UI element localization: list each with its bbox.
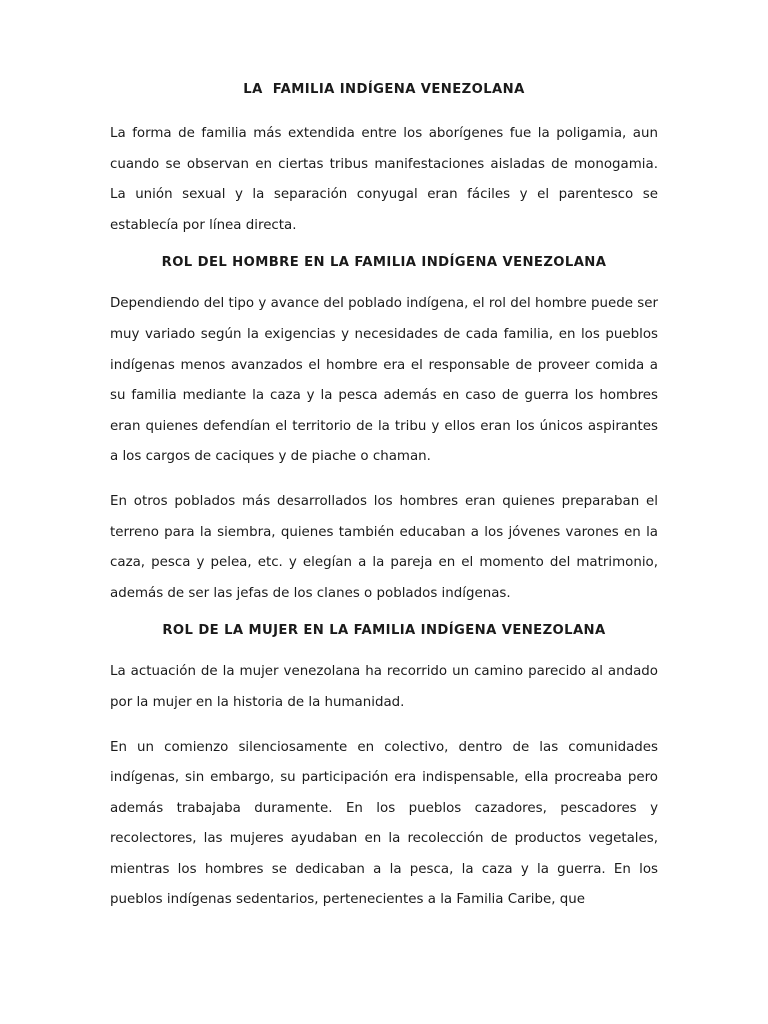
- section-heading-man: ROL DEL HOMBRE EN LA FAMILIA INDÍGENA VENEZOLANA: [161, 255, 607, 271]
- document-title: LA FAMILIA INDÍGENA VENEZOLANA: [243, 82, 525, 97]
- document-page: [110, 82, 658, 930]
- paragraph-woman-1: La actuación de la mujer venezolana ha recorrido un camino parecido al andado por la mujer en la historia de la humanidad.: [110, 664, 658, 710]
- paragraph-man-2: En otros poblados más desarrollados los hombres eran quienes preparaban el terreno para la siembra, quienes también educaban a los jóvenes varones en la caza, pesca y pelea, etc. y elegían a la pareja en el momento del matrimonio, además de ser las jefas de los clanes o poblados indígenas.: [110, 493, 658, 601]
- paragraph-man-1: Dependiendo del tipo y avance del poblado indígena, el rol del hombre puede ser muy variado según la exigencias y necesidades de cada familia, en los pueblos indígenas menos avanzados el hombre era el responsable de proveer comida a su familia mediante la caza y la pesca además en caso de guerra los hombres eran quienes defendían el territorio de la tribu y ellos eran los únicos aspirantes a los cargos de caciques y de piache o chaman.: [110, 296, 658, 465]
- paragraph-woman-2: En un comienzo silenciosamente en colectivo, dentro de las comunidades indígenas, sin embargo, su participación era indispensable, ella procreaba pero además trabajaba duramente. En los pueblos cazadores, pescadores y recolectores, las mujeres ayudaban en la recolección de productos vegetales, mientras los hombres se dedicaban a la pesca, la caza y la guerra. En los pueblos indígenas sedentarios, pertenecientes a la Familia Caribe, que: [110, 739, 658, 908]
- section-heading-woman: ROL DE LA MUJER EN LA FAMILIA INDÍGENA VENEZOLANA: [162, 623, 606, 639]
- intro-paragraph: La forma de familia más extendida entre los aborígenes fue la poligamia, aun cuando se observan en ciertas tribus manifestaciones aisladas de monogamia. La unión sexual y la separación conyugal eran fáciles y el parentesco se establecía por línea directa.: [110, 126, 658, 233]
